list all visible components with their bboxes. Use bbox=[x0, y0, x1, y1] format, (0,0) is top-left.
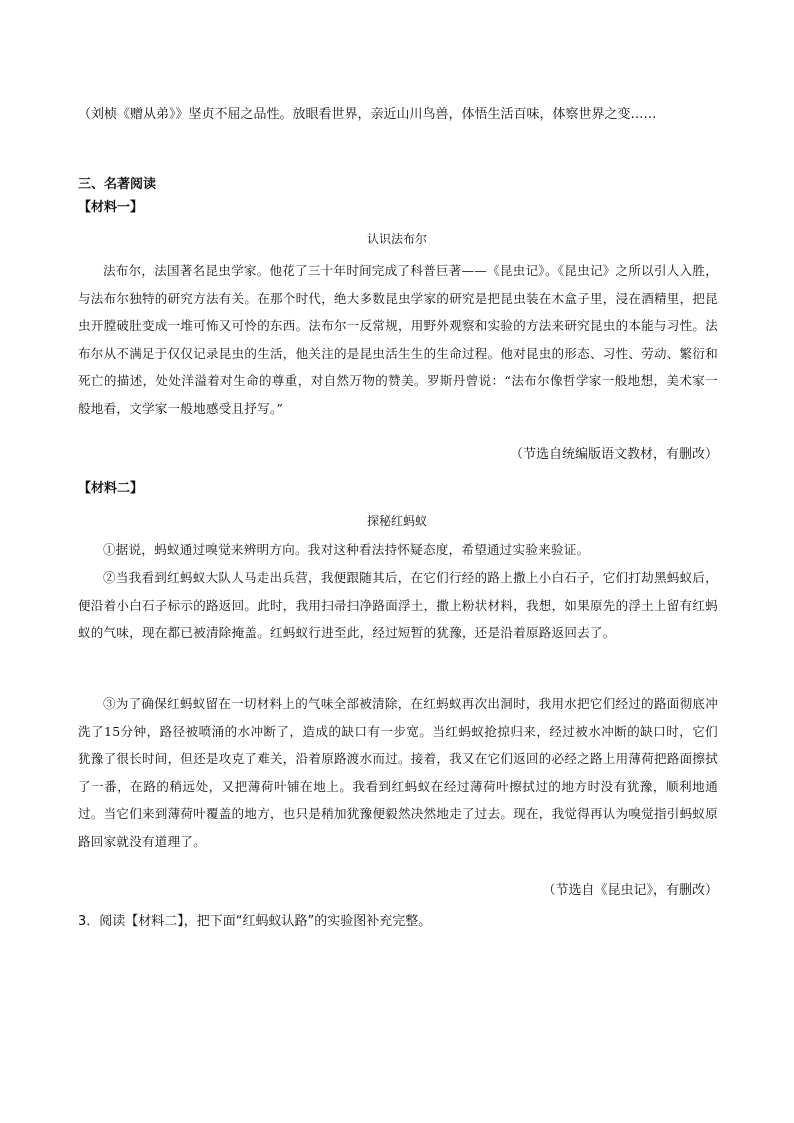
material2-source: （节选自《昆虫记》，有删改） bbox=[542, 883, 718, 898]
material1-label: 【材料一】 bbox=[78, 200, 144, 215]
material2-paragraph-1: ①据说，蚂蚁通过嗅觉来辨明方向。我对这种看法持怀疑态度，希望通过实验来验证。 bbox=[103, 542, 590, 557]
material1-paragraph: 法布尔，法国著名昆虫学家。他花了三十年时间完成了科普巨著——《昆虫记》。《昆虫记》之所以引人入胜，与法布尔独特的研究方法有关。在那个时代，绝大多数昆虫学家的研究是把昆虫装在木盒子里，浸在酒精里，把昆虫开膛破肚变成一堆可怖又可怜的东西。法布尔一反常规，用野外观察和实验的方法来研究昆虫的本能与习性。法布尔从不满足于仅仅记录昆虫的生活，他关注的是昆虫活生生的生命过程。他对昆虫的形态、习性、劳动、繁衍和死亡的描述，处处洋溢着对生命的尊重，对自然万物的赞美。罗斯丹曾说：“法布尔像哲学家一般地想，美术家一般地看，文学家一般地感受且抒写。” bbox=[78, 263, 719, 416]
intro-line: （刘桢《赠从弟》》坚贞不屈之品性。放眼看世界，亲近山川鸟兽，体悟生活百味，体察世界之变…… bbox=[78, 107, 657, 122]
material1-source: （节选自统编版语文教材，有删改） bbox=[509, 447, 718, 462]
material2-paragraph-3: ③为了确保红蚂蚁留在一切材料上的气味全部被清除，在红蚂蚁再次出洞时，我用水把它们经过的路面彻底冲洗了15分钟，路径被喷涌的水冲断了，造成的缺口有一步宽。当红蚂蚁抢掠归来，经过被水冲断的缺口时，它们犹豫了很长时间，但还是攻克了难关，沿着原路渡水而过。接着，我又在它们返回的必经之路上用薄荷把路面擦拭了一番，在路的稍远处，又把薄荷叶铺在地上。我看到红蚂蚁在经过薄荷叶擦拭过的地方时没有犹豫，顺利地通过。当它们来到薄荷叶覆盖的地方，也只是稍加犹豫便毅然决然地走了过去。现在，我觉得再认为嗅觉指引蚂蚁原路回家就没有道理了。 bbox=[78, 696, 719, 849]
section-heading: 三、名著阅读 bbox=[78, 177, 157, 192]
material2-title: 探秘红蚂蚁 bbox=[366, 514, 427, 528]
material1-title: 认识法布尔 bbox=[366, 232, 427, 246]
question-3: 3．阅读【材料二】，把下面“红蚂蚁认路”的实验图补充完整。 bbox=[78, 914, 432, 929]
material2-label: 【材料二】 bbox=[78, 481, 144, 496]
material2-paragraph-2: ②当我看到红蚂蚁大队人马走出兵营，我便跟随其后，在它们行经的路上撒上小白石子，它们打劫黑蚂蚁后，便沿着小白石子标示的路返回。此时，我用扫帚扫净路面浮土，撒上粉状材料，我想，如果原先的浮土上留有红蚂蚁的气味，现在都已被清除掩盖。红蚂蚁行进至此，经过短暂的犹豫，还是沿着原路返回去了。 bbox=[78, 570, 719, 640]
